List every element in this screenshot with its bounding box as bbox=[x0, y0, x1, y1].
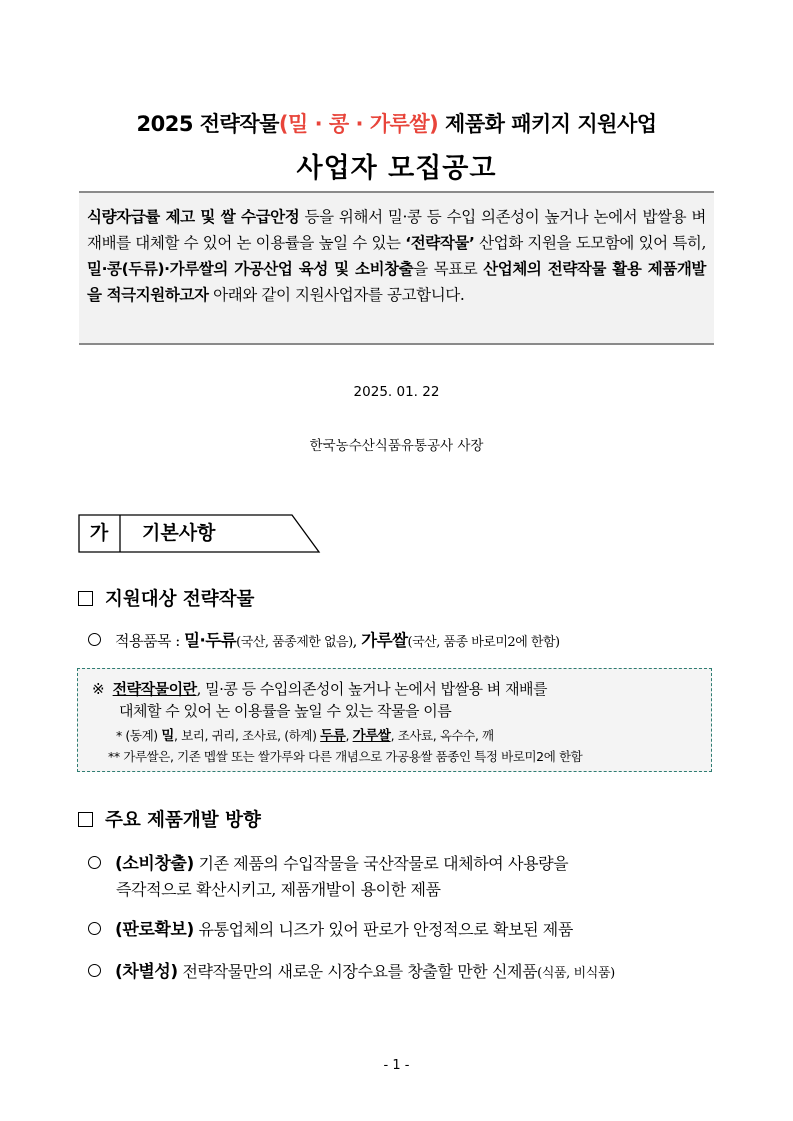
heading-text: 지원대상 전략작물 bbox=[105, 589, 255, 610]
title-accent-text: (밀 · 콩 · 가루쌀) bbox=[278, 112, 439, 136]
circle-bullet-icon bbox=[88, 856, 101, 869]
title-text-post: 제품화 패키지 지원사업 bbox=[438, 112, 657, 136]
circle-bullet-icon bbox=[88, 633, 101, 646]
item-wheat-beans: 밀·두류 bbox=[184, 631, 237, 650]
note-sub-1 bbox=[116, 724, 494, 744]
intro-text-1: 등을 위해서 밀·콩 등 수입 의존성이 높거나 논에서 밥쌀용 벼 재배를 대체할 수 있어 논 이용률을 높일 수 있는 bbox=[87, 208, 706, 252]
square-bullet-icon bbox=[78, 812, 93, 827]
note-line-1 bbox=[92, 678, 547, 699]
note-sub1-wheat: 밀 bbox=[161, 728, 174, 744]
list-item-text: 유통업체의 니즈가 있어 판로가 안정적으로 확보된 제품 bbox=[193, 920, 573, 939]
intro-bold-1: 식량자급률 제고 및 쌀 수급안정 bbox=[87, 208, 300, 226]
title-text: 2025 전략작물 bbox=[136, 112, 279, 136]
item-note-1: (국산, 품종제한 없음) bbox=[236, 635, 353, 650]
circle-bullet-icon bbox=[88, 964, 101, 977]
note-text-1: , 밀·콩 등 수입의존성이 높거나 논에서 밥쌀용 벼 재배를 bbox=[196, 680, 548, 698]
intro-text-2: 산업화 지원을 도모함에 있어 특히, bbox=[474, 234, 707, 252]
square-bullet-icon bbox=[78, 591, 93, 606]
list-item bbox=[88, 849, 728, 874]
product-direction-heading bbox=[78, 806, 261, 832]
page-number: - 1 - bbox=[383, 1058, 410, 1073]
list-item-text: 기존 제품의 수입작물을 국산작물로 대체하여 사용량을 bbox=[193, 854, 569, 873]
announcement-date: 2025. 01. 22 bbox=[353, 384, 440, 400]
organization-name: 한국농수산식품유통공사 사장 bbox=[309, 438, 484, 454]
section-label: 기본사항 bbox=[142, 522, 216, 544]
intro-paragraph bbox=[87, 204, 706, 308]
item-note-2: (국산, 품종 바로미2에 한함) bbox=[407, 635, 560, 650]
list-item-continuation: 즉각적으로 확산시키고, 제품개발이 용이한 제품 bbox=[116, 880, 441, 899]
note-sub1-comma: , bbox=[345, 728, 353, 743]
item-rice-flour: 가루쌀 bbox=[361, 631, 408, 650]
support-target-heading bbox=[78, 585, 254, 611]
note-sub1-mid: , 보리, 귀리, 조사료, (하계) bbox=[173, 728, 321, 743]
note-line-2: 대체할 수 있어 논 이용률을 높일 수 있는 작물을 이름 bbox=[119, 702, 452, 720]
note-sub1-beans: 두류 bbox=[320, 728, 346, 744]
page-title: 사업자 모집공고 bbox=[296, 153, 497, 184]
note-sub1-rice-flour: 가루쌀 bbox=[352, 728, 391, 744]
intro-box bbox=[79, 191, 714, 345]
item-separator: , bbox=[352, 632, 362, 650]
list-item bbox=[88, 915, 728, 940]
intro-bold-3: 밀·콩(두류)·가루쌀의 가공산업 육성 및 소비창출 bbox=[87, 260, 414, 278]
circle-bullet-icon bbox=[88, 922, 101, 935]
note-sub1-post: , 조사료, 옥수수, 깨 bbox=[390, 728, 494, 743]
list-item-label: (소비창출) bbox=[115, 854, 194, 874]
intro-text-4: 아래와 같이 지원사업자를 공고합니다. bbox=[208, 286, 465, 304]
intro-text-3: 을 목표로 bbox=[413, 260, 484, 278]
item-prefix: 적용품목 : bbox=[115, 632, 185, 650]
section-number: 가 bbox=[89, 522, 109, 544]
intro-bold-4: 산업체의 전략작물 활용 제품개발을 적극지원하고자 bbox=[87, 260, 707, 304]
title-line-1 bbox=[0, 108, 793, 138]
note-mark: ※ bbox=[92, 680, 105, 698]
intro-bold-2: ‘전략작물’ bbox=[405, 234, 475, 252]
list-item-note: (식품, 비식품) bbox=[537, 966, 615, 981]
list-item bbox=[88, 957, 728, 982]
applicable-items-line bbox=[88, 627, 728, 651]
list-item-label: (차별성) bbox=[115, 962, 178, 982]
list-item-text: 전략작물만의 새로운 시장수요를 창출할 만한 신제품 bbox=[177, 962, 538, 981]
list-item-label: (판로확보) bbox=[115, 920, 194, 940]
heading-text: 주요 제품개발 방향 bbox=[105, 810, 261, 831]
note-box bbox=[77, 668, 712, 772]
note-sub-2: ** 가루쌀은, 기존 멥쌀 또는 쌀가루와 다른 개념으로 가공용쌀 품종인 특정 바로미2에 한함 bbox=[108, 749, 583, 764]
note-sub1-pre: * (동계) bbox=[116, 728, 162, 743]
note-term: 전략작물이란 bbox=[112, 680, 197, 698]
